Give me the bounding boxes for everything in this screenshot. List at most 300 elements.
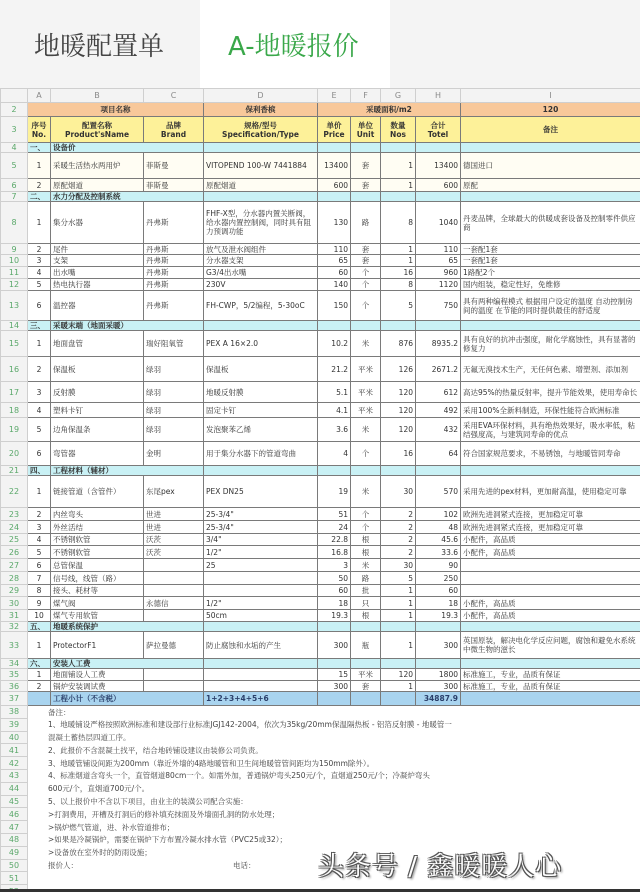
cell-spec[interactable]: 25-3/4" — [204, 521, 318, 534]
subtotal-empty[interactable] — [28, 692, 51, 706]
cell-qty[interactable]: 2 — [381, 508, 416, 521]
cell-no[interactable]: 1 — [28, 153, 51, 179]
section-empty-cell[interactable] — [204, 659, 318, 669]
section-title[interactable]: 工程材料（辅材） — [51, 466, 204, 476]
subtotal-total[interactable]: 34887.9 — [416, 692, 461, 706]
cell-spec[interactable]: VITOPEND 100-W 7441884 — [204, 153, 318, 179]
cell-remark[interactable]: 欧洲先进洞紧式连接，更加稳定可靠 — [461, 508, 640, 521]
cell-total[interactable]: 300 — [416, 632, 461, 659]
row-number[interactable]: 41 — [1, 744, 28, 757]
cell-price[interactable]: 15 — [318, 669, 351, 681]
cell-total[interactable]: 48 — [416, 521, 461, 534]
column-header-d[interactable]: D — [204, 89, 318, 103]
header-spec[interactable] — [204, 117, 318, 143]
section-empty-cell[interactable] — [416, 622, 461, 632]
sheet-tab-floor-heating-config[interactable] — [0, 0, 200, 88]
row-number[interactable]: 3 — [1, 117, 28, 143]
row-number[interactable]: 6 — [1, 179, 28, 192]
cell-spec[interactable]: 1/2" — [204, 546, 318, 559]
row-number[interactable]: 46 — [1, 808, 28, 821]
row-number[interactable]: 39 — [1, 718, 28, 731]
cell-brand[interactable] — [144, 610, 204, 622]
header-remark[interactable]: 备注 — [461, 117, 640, 143]
cell-no[interactable]: 1 — [28, 202, 51, 244]
cell-unit[interactable]: 套 — [351, 255, 381, 267]
row-number[interactable]: 18 — [1, 403, 28, 418]
cell-brand[interactable] — [144, 572, 204, 585]
header-qty[interactable] — [381, 117, 416, 143]
cell-qty[interactable]: 1 — [381, 610, 416, 622]
column-header-e[interactable]: E — [318, 89, 351, 103]
cell-product-name[interactable]: 煤气专用软管 — [51, 610, 144, 622]
section-empty-cell[interactable] — [351, 466, 381, 476]
section-title[interactable]: 水力分配及控制系统 — [51, 192, 204, 202]
row-number[interactable]: 10 — [1, 255, 28, 267]
column-header-f[interactable]: F — [351, 89, 381, 103]
note-cell[interactable] — [28, 731, 640, 744]
cell-brand[interactable]: 绿羽 — [144, 357, 204, 382]
subtotal-empty[interactable] — [351, 692, 381, 706]
cell-brand[interactable]: 瑞好阻氧管 — [144, 331, 204, 357]
cell-no[interactable]: 5 — [28, 279, 51, 291]
cell-no[interactable]: 2 — [28, 357, 51, 382]
row-number[interactable]: 17 — [1, 382, 28, 403]
cell-product-name[interactable]: 原配烟道 — [51, 179, 144, 192]
sheet-tab-floor-heating-quote[interactable] — [200, 0, 390, 88]
cell-price[interactable]: 21.2 — [318, 357, 351, 382]
cell-price[interactable]: 60 — [318, 585, 351, 597]
cell-spec[interactable]: 25-3/4" — [204, 508, 318, 521]
cell-price[interactable]: 5.1 — [318, 382, 351, 403]
section-title[interactable]: 安装人工费 — [51, 659, 204, 669]
section-empty-cell[interactable] — [461, 192, 640, 202]
cell-unit[interactable]: 根 — [351, 546, 381, 559]
section-empty-cell[interactable] — [381, 622, 416, 632]
section-empty-cell[interactable] — [204, 622, 318, 632]
note-cell[interactable] — [28, 744, 640, 757]
cell-unit[interactable]: 平米 — [351, 403, 381, 418]
cell-price[interactable]: 18 — [318, 597, 351, 610]
section-index[interactable]: 五、 — [28, 622, 51, 632]
cell-product-name[interactable]: 边角保温条 — [51, 418, 144, 442]
note-cell[interactable] — [28, 821, 640, 834]
cell-unit[interactable]: 路 — [351, 202, 381, 244]
cell-no[interactable]: 8 — [28, 585, 51, 597]
cell-price[interactable]: 140 — [318, 279, 351, 291]
section-empty-cell[interactable] — [416, 192, 461, 202]
spreadsheet-grid[interactable] — [0, 88, 640, 892]
row-number[interactable]: 49 — [1, 846, 28, 859]
cell-no[interactable]: 9 — [28, 597, 51, 610]
row-number[interactable]: 19 — [1, 418, 28, 442]
section-index[interactable]: 四、 — [28, 466, 51, 476]
cell-total[interactable]: 110 — [416, 244, 461, 255]
cell-brand[interactable]: 菲斯曼 — [144, 179, 204, 192]
cell-qty[interactable]: 1 — [381, 244, 416, 255]
row-number[interactable]: 4 — [1, 143, 28, 153]
subtotal-empty[interactable] — [461, 692, 640, 706]
cell-total[interactable]: 90 — [416, 559, 461, 572]
section-empty-cell[interactable] — [351, 143, 381, 153]
cell-total[interactable]: 64 — [416, 442, 461, 466]
cell-spec[interactable] — [204, 585, 318, 597]
cell-unit[interactable]: 套 — [351, 179, 381, 192]
cell-unit[interactable]: 套 — [351, 153, 381, 179]
cell-spec[interactable] — [204, 572, 318, 585]
cell-brand[interactable]: 世进 — [144, 508, 204, 521]
project-name-value[interactable]: 保利香槟 — [204, 103, 318, 117]
cell-spec[interactable] — [204, 681, 318, 692]
cell-price[interactable]: 19.3 — [318, 610, 351, 622]
row-number[interactable]: 43 — [1, 769, 28, 782]
cell-unit[interactable]: 个 — [351, 508, 381, 521]
cell-qty[interactable]: 8 — [381, 202, 416, 244]
row-number[interactable]: 14 — [1, 321, 28, 331]
section-empty-cell[interactable] — [351, 659, 381, 669]
cell-spec[interactable]: 防止腐蚀和水垢的产生 — [204, 632, 318, 659]
column-header-a[interactable]: A — [28, 89, 51, 103]
row-number[interactable]: 45 — [1, 795, 28, 808]
cell-product-name[interactable]: 内丝弯头 — [51, 508, 144, 521]
project-name-label[interactable]: 项目名称 — [28, 103, 204, 117]
cell-product-name[interactable]: 锅炉安装调试费 — [51, 681, 144, 692]
cell-price[interactable]: 4.1 — [318, 403, 351, 418]
cell-spec[interactable]: 230V — [204, 279, 318, 291]
cell-spec[interactable]: 用于集分水器下的管道弯曲 — [204, 442, 318, 466]
section-empty-cell[interactable] — [204, 143, 318, 153]
cell-no[interactable]: 4 — [28, 403, 51, 418]
select-all-corner[interactable] — [1, 89, 28, 103]
cell-spec[interactable]: 放气及泄水阀组件 — [204, 244, 318, 255]
cell-price[interactable]: 24 — [318, 521, 351, 534]
cell-brand[interactable]: 萨拉曼德 — [144, 632, 204, 659]
cell-remark[interactable]: 小配件，高品质 — [461, 597, 640, 610]
cell-price[interactable]: 110 — [318, 244, 351, 255]
cell-spec[interactable] — [204, 669, 318, 681]
section-empty-cell[interactable] — [381, 192, 416, 202]
section-index[interactable]: 一、 — [28, 143, 51, 153]
cell-qty[interactable]: 5 — [381, 291, 416, 321]
cell-unit[interactable]: 个 — [351, 267, 381, 279]
row-number[interactable]: 8 — [1, 202, 28, 244]
cell-qty[interactable]: 30 — [381, 559, 416, 572]
section-empty-cell[interactable] — [318, 192, 351, 202]
row-number[interactable]: 23 — [1, 508, 28, 521]
cell-qty[interactable]: 1 — [381, 255, 416, 267]
cell-price[interactable]: 130 — [318, 202, 351, 244]
cell-product-name[interactable]: 煤气阀 — [51, 597, 144, 610]
cell-price[interactable]: 600 — [318, 179, 351, 192]
cell-remark[interactable]: 高达95%的热量反射率，提升节能效果，使用寿命长 — [461, 382, 640, 403]
subtotal-formula[interactable]: 1+2+3+4+5+6 — [204, 692, 318, 706]
cell-unit[interactable]: 米 — [351, 331, 381, 357]
cell-qty[interactable]: 30 — [381, 476, 416, 508]
cell-brand[interactable]: 世进 — [144, 521, 204, 534]
row-number[interactable]: 7 — [1, 192, 28, 202]
cell-price[interactable]: 16.8 — [318, 546, 351, 559]
cell-total[interactable]: 45.6 — [416, 534, 461, 546]
cell-qty[interactable]: 2 — [381, 521, 416, 534]
cell-total[interactable]: 19.3 — [416, 610, 461, 622]
cell-remark[interactable]: 标准施工，专业，品质有保证 — [461, 669, 640, 681]
cell-qty[interactable]: 16 — [381, 267, 416, 279]
header-brand[interactable] — [144, 117, 204, 143]
cell-qty[interactable]: 126 — [381, 357, 416, 382]
row-number[interactable]: 38 — [1, 706, 28, 719]
cell-spec[interactable]: 25 — [204, 559, 318, 572]
cell-qty[interactable]: 120 — [381, 418, 416, 442]
section-empty-cell[interactable] — [381, 321, 416, 331]
row-number[interactable]: 35 — [1, 669, 28, 681]
cell-remark[interactable]: 标准施工，专业，品质有保证 — [461, 681, 640, 692]
cell-qty[interactable]: 120 — [381, 669, 416, 681]
cell-remark[interactable]: 原配 — [461, 179, 640, 192]
row-number[interactable]: 28 — [1, 572, 28, 585]
cell-spec[interactable]: 1/2" — [204, 597, 318, 610]
cell-remark[interactable] — [461, 572, 640, 585]
section-empty-cell[interactable] — [318, 622, 351, 632]
row-number[interactable]: 42 — [1, 757, 28, 770]
row-number[interactable]: 32 — [1, 622, 28, 632]
cell-qty[interactable]: 120 — [381, 382, 416, 403]
cell-total[interactable]: 33.6 — [416, 546, 461, 559]
cell-no[interactable]: 6 — [28, 442, 51, 466]
cell-product-name[interactable]: 出水嘴 — [51, 267, 144, 279]
cell-no[interactable]: 10 — [28, 610, 51, 622]
cell-remark[interactable]: 符合国家规范要求，不易锈蚀，与地暖管同寿命 — [461, 442, 640, 466]
cell-product-name[interactable]: 热电执行器 — [51, 279, 144, 291]
cell-total[interactable]: 1040 — [416, 202, 461, 244]
cell-brand[interactable]: 绿羽 — [144, 403, 204, 418]
cell-total[interactable]: 750 — [416, 291, 461, 321]
section-empty-cell[interactable] — [318, 659, 351, 669]
section-empty-cell[interactable] — [381, 143, 416, 153]
cell-remark[interactable]: 采用先进的pex材料，更加耐高温，使用稳定可靠 — [461, 476, 640, 508]
section-empty-cell[interactable] — [318, 321, 351, 331]
cell-remark[interactable] — [461, 585, 640, 597]
cell-spec[interactable]: FHF-X型，分水器内置关断阀，给水器内置控制阀，同时具有阻力预调功能 — [204, 202, 318, 244]
cell-spec[interactable]: PEX A 16×2.0 — [204, 331, 318, 357]
cell-product-name[interactable]: 尾件 — [51, 244, 144, 255]
heating-area-label[interactable]: 采暖面积/m2 — [318, 103, 461, 117]
note-cell[interactable] — [28, 782, 640, 795]
row-number[interactable]: 22 — [1, 476, 28, 508]
section-empty-cell[interactable] — [416, 143, 461, 153]
section-empty-cell[interactable] — [204, 321, 318, 331]
cell-no[interactable]: 4 — [28, 267, 51, 279]
cell-no[interactable]: 5 — [28, 418, 51, 442]
cell-total[interactable]: 1120 — [416, 279, 461, 291]
cell-unit[interactable]: 米 — [351, 476, 381, 508]
cell-product-name[interactable]: 总管保温 — [51, 559, 144, 572]
cell-price[interactable]: 3 — [318, 559, 351, 572]
cell-product-name[interactable]: 塑料卡钉 — [51, 403, 144, 418]
section-empty-cell[interactable] — [381, 659, 416, 669]
cell-remark[interactable]: 小配件，高品质 — [461, 534, 640, 546]
cell-no[interactable]: 1 — [28, 669, 51, 681]
cell-remark[interactable]: 欧洲先进洞紧式连接，更加稳定可靠 — [461, 521, 640, 534]
cell-brand[interactable]: 永德信 — [144, 597, 204, 610]
cell-product-name[interactable]: 地面盘管 — [51, 331, 144, 357]
cell-price[interactable]: 4 — [318, 442, 351, 466]
cell-total[interactable]: 2671.2 — [416, 357, 461, 382]
cell-spec[interactable]: FH-CWP，5/2编程，5-30oC — [204, 291, 318, 321]
header-product-name[interactable] — [51, 117, 144, 143]
cell-brand[interactable]: 绿羽 — [144, 382, 204, 403]
cell-price[interactable]: 300 — [318, 632, 351, 659]
cell-total[interactable]: 492 — [416, 403, 461, 418]
cell-price[interactable]: 50 — [318, 572, 351, 585]
cell-product-name[interactable]: 弯管器 — [51, 442, 144, 466]
cell-qty[interactable]: 8 — [381, 279, 416, 291]
section-empty-cell[interactable] — [204, 192, 318, 202]
cell-brand[interactable]: 沃茨 — [144, 546, 204, 559]
cell-unit[interactable]: 路 — [351, 572, 381, 585]
cell-unit[interactable]: 瓶 — [351, 632, 381, 659]
cell-qty[interactable]: 5 — [381, 572, 416, 585]
cell-unit[interactable]: 根 — [351, 534, 381, 546]
cell-spec[interactable]: 保温板 — [204, 357, 318, 382]
cell-total[interactable]: 1800 — [416, 669, 461, 681]
cell-brand[interactable]: 沃茨 — [144, 534, 204, 546]
cell-qty[interactable]: 2 — [381, 534, 416, 546]
cell-remark[interactable]: 一套配1套 — [461, 244, 640, 255]
section-index[interactable]: 三、 — [28, 321, 51, 331]
cell-unit[interactable]: 个 — [351, 442, 381, 466]
cell-remark[interactable]: 采用EVA环保材料，具有绝热效果好，吸水率低，粘结强度高，与建筑同寿命的优点 — [461, 418, 640, 442]
cell-spec[interactable]: 50cm — [204, 610, 318, 622]
cell-price[interactable]: 22.8 — [318, 534, 351, 546]
subtotal-label[interactable]: 工程小计（不含税） — [51, 692, 204, 706]
row-number[interactable]: 48 — [1, 833, 28, 846]
cell-spec[interactable]: 分水器支架 — [204, 255, 318, 267]
cell-unit[interactable]: 平米 — [351, 669, 381, 681]
cell-no[interactable]: 3 — [28, 255, 51, 267]
note-cell[interactable] — [28, 833, 640, 846]
cell-total[interactable]: 570 — [416, 476, 461, 508]
cell-remark[interactable]: 小配件，高品质 — [461, 610, 640, 622]
cell-no[interactable]: 7 — [28, 572, 51, 585]
cell-total[interactable]: 65 — [416, 255, 461, 267]
cell-total[interactable]: 612 — [416, 382, 461, 403]
cell-price[interactable]: 13400 — [318, 153, 351, 179]
cell-no[interactable]: 2 — [28, 244, 51, 255]
cell-qty[interactable]: 1 — [381, 632, 416, 659]
cell-brand[interactable]: 菲斯曼 — [144, 153, 204, 179]
cell-total[interactable]: 8935.2 — [416, 331, 461, 357]
header-price[interactable] — [318, 117, 351, 143]
cell-total[interactable]: 250 — [416, 572, 461, 585]
row-number[interactable]: 47 — [1, 821, 28, 834]
row-number[interactable]: 29 — [1, 585, 28, 597]
subtotal-empty[interactable] — [318, 692, 351, 706]
cell-unit[interactable]: 个 — [351, 279, 381, 291]
section-index[interactable]: 六、 — [28, 659, 51, 669]
cell-price[interactable]: 3.6 — [318, 418, 351, 442]
cell-brand[interactable]: 丹弗斯 — [144, 291, 204, 321]
row-number[interactable]: 24 — [1, 521, 28, 534]
section-empty-cell[interactable] — [351, 321, 381, 331]
cell-remark[interactable]: 英国原装，解决电化学反应问题，腐蚀和避免水系统中微生物的滋长 — [461, 632, 640, 659]
row-number[interactable]: 13 — [1, 291, 28, 321]
cell-qty[interactable]: 1 — [381, 681, 416, 692]
header-unit[interactable] — [351, 117, 381, 143]
row-number[interactable]: 16 — [1, 357, 28, 382]
section-title[interactable]: 设备价 — [51, 143, 204, 153]
cell-qty[interactable]: 120 — [381, 403, 416, 418]
row-number[interactable]: 2 — [1, 103, 28, 117]
cell-total[interactable]: 60 — [416, 585, 461, 597]
row-number[interactable]: 21 — [1, 466, 28, 476]
row-number[interactable]: 34 — [1, 659, 28, 669]
cell-total[interactable]: 600 — [416, 179, 461, 192]
cell-no[interactable]: 6 — [28, 291, 51, 321]
section-empty-cell[interactable] — [461, 321, 640, 331]
section-empty-cell[interactable] — [461, 466, 640, 476]
cell-no[interactable]: 4 — [28, 534, 51, 546]
cell-product-name[interactable]: 外丝活结 — [51, 521, 144, 534]
row-number[interactable]: 36 — [1, 681, 28, 692]
cell-remark[interactable]: 小配件，高品质 — [461, 546, 640, 559]
cell-price[interactable]: 19 — [318, 476, 351, 508]
section-empty-cell[interactable] — [416, 321, 461, 331]
cell-product-name[interactable]: 接头、耗材等 — [51, 585, 144, 597]
cell-spec[interactable]: G3/4出水嘴 — [204, 267, 318, 279]
cell-remark[interactable]: 国内组装，稳定性好，免维修 — [461, 279, 640, 291]
row-number[interactable]: 20 — [1, 442, 28, 466]
cell-brand[interactable]: 丹弗斯 — [144, 255, 204, 267]
cell-product-name[interactable]: 链接管道（含管件） — [51, 476, 144, 508]
cell-brand[interactable]: 绿羽 — [144, 418, 204, 442]
cell-price[interactable]: 65 — [318, 255, 351, 267]
cell-product-name[interactable]: 保温板 — [51, 357, 144, 382]
cell-total[interactable]: 102 — [416, 508, 461, 521]
cell-remark[interactable]: 无氟无溴技术生产，无任何色素、增塑剂、添加剂 — [461, 357, 640, 382]
note-cell[interactable] — [28, 718, 640, 731]
note-cell[interactable] — [28, 757, 640, 770]
row-number[interactable]: 9 — [1, 244, 28, 255]
row-number[interactable]: 30 — [1, 597, 28, 610]
cell-brand[interactable]: 东尾pex — [144, 476, 204, 508]
section-empty-cell[interactable] — [461, 143, 640, 153]
section-empty-cell[interactable] — [351, 192, 381, 202]
cell-brand[interactable]: 丹弗斯 — [144, 267, 204, 279]
cell-no[interactable]: 2 — [28, 508, 51, 521]
cell-unit[interactable]: 米 — [351, 418, 381, 442]
cell-no[interactable]: 2 — [28, 179, 51, 192]
column-header-c[interactable]: C — [144, 89, 204, 103]
heating-area-value[interactable]: 120 — [461, 103, 640, 117]
note-cell[interactable] — [28, 769, 640, 782]
row-number[interactable]: 50 — [1, 859, 28, 872]
cell-no[interactable]: 1 — [28, 331, 51, 357]
cell-product-name[interactable]: ProtectorF1 — [51, 632, 144, 659]
cell-product-name[interactable]: 不锈钢软管 — [51, 534, 144, 546]
cell-product-name[interactable]: 不锈钢软管 — [51, 546, 144, 559]
cell-unit[interactable]: 套 — [351, 244, 381, 255]
cell-unit[interactable]: 个 — [351, 291, 381, 321]
row-number[interactable]: 40 — [1, 731, 28, 744]
cell-remark[interactable]: 具有两种编程模式 根据用户设定的温度 自动控制房间的温度 在节能的同时提供最佳的舒适度 — [461, 291, 640, 321]
row-number[interactable]: 11 — [1, 267, 28, 279]
cell-spec[interactable]: 3/4" — [204, 534, 318, 546]
section-empty-cell[interactable] — [461, 659, 640, 669]
cell-unit[interactable]: 根 — [351, 610, 381, 622]
row-number[interactable]: 44 — [1, 782, 28, 795]
cell-no[interactable]: 3 — [28, 521, 51, 534]
cell-price[interactable]: 51 — [318, 508, 351, 521]
section-empty-cell[interactable] — [204, 466, 318, 476]
